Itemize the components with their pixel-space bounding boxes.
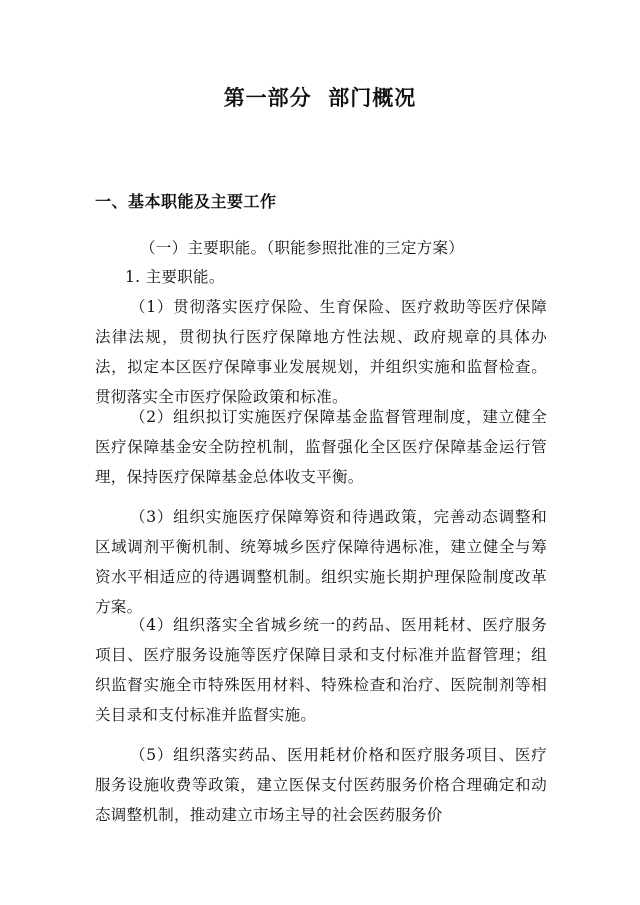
paragraph-5: （5）组织落实药品、医用耗材价格和医疗服务项目、医疗服务设施收费等政策，建立医保支付医药服务价格合理确定和动态调整机制，推动建立市场主导的社会医药服务价 bbox=[95, 746, 547, 824]
paragraph-4: （4）组织落实全省城乡统一的药品、医用耗材、医疗服务项目、医疗服务设施等医疗保障目录和支付标准并监督管理；组织监督实施全市特殊医用材料、特殊检查和治疗、医院制剂等相关目录和支付标准并监督实施。 bbox=[95, 616, 547, 724]
subsection-heading: （一）主要职能。（职能参照批准的三定方案） bbox=[140, 239, 465, 257]
page-title: 第一部分 部门概况 bbox=[223, 86, 417, 110]
paragraph-2: （2）组织拟订实施医疗保障基金监督管理制度，建立健全医疗保障基金安全防控机制，监督强化全区医疗保障基金运行管理，保持医疗保障基金总体收支平衡。 bbox=[95, 408, 547, 486]
paragraph-3: （3）组织实施医疗保障筹资和待遇政策，完善动态调整和区域调剂平衡机制、统筹城乡医疗保障待遇标准，建立健全与筹资水平相适应的待遇调整机制。组织实施长期护理保险制度改革方案。 bbox=[95, 508, 547, 616]
paragraph-1: （1）贯彻落实医疗保险、生育保险、医疗救助等医疗保障法律法规，贯彻执行医疗保障地方性法规、政府规章的具体办法，拟定本区医疗保障事业发展规划，并组织实施和监督检查。贯彻落实全市医疗保险政策和标准。 bbox=[95, 298, 547, 406]
item-title: 1. 主要职能。 bbox=[125, 268, 225, 286]
section-heading: 一、基本职能及主要工作 bbox=[95, 192, 277, 211]
